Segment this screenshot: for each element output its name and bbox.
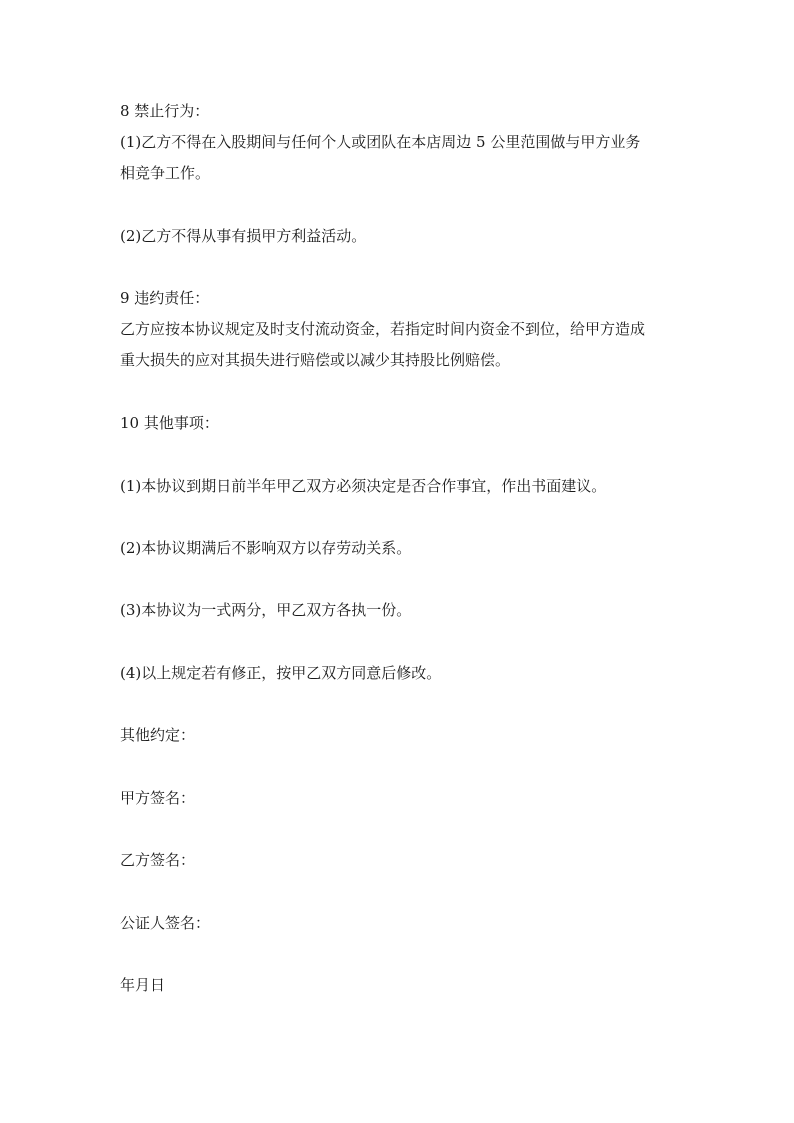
section-9-text-line-2: 重大损失的应对其损失进行赔偿或以减少其持股比例赔偿。 [120,351,511,369]
section-8-item-1-line-2: 相竞争工作。 [120,164,211,182]
section-10-item-1: (1)本协议到期日前半年甲乙双方必须决定是否合作事宜，作出书面建议。 [120,477,607,495]
section-8-item-1-line-1: (1)乙方不得在入股期间与任何个人或团队在本店周边 5 公里范围做与甲方业务 [120,133,641,151]
other-terms-label: 其他约定： [120,726,196,744]
notary-signature-label: 公证人签名： [120,914,211,932]
section-10-item-3: (3)本协议为一式两分，甲乙双方各执一份。 [120,601,412,619]
section-8-item-2: (2)乙方不得从事有损甲方利益活动。 [120,227,367,245]
section-9-text-line-1: 乙方应按本协议规定及时支付流动资金，若指定时间内资金不到位，给甲方造成 [120,320,646,338]
date-label: 年月日 [120,976,166,994]
section-10-heading: 10 其他事项： [120,414,219,432]
section-8-heading: 8 禁止行为： [120,102,210,120]
party-b-signature-label: 乙方签名： [120,851,196,869]
section-10-item-2: (2)本协议期满后不影响双方以存劳动关系。 [120,539,412,557]
section-9-heading: 9 违约责任： [120,289,210,307]
party-a-signature-label: 甲方签名： [120,789,196,807]
section-10-item-4: (4)以上规定若有修正，按甲乙双方同意后修改。 [120,664,442,682]
